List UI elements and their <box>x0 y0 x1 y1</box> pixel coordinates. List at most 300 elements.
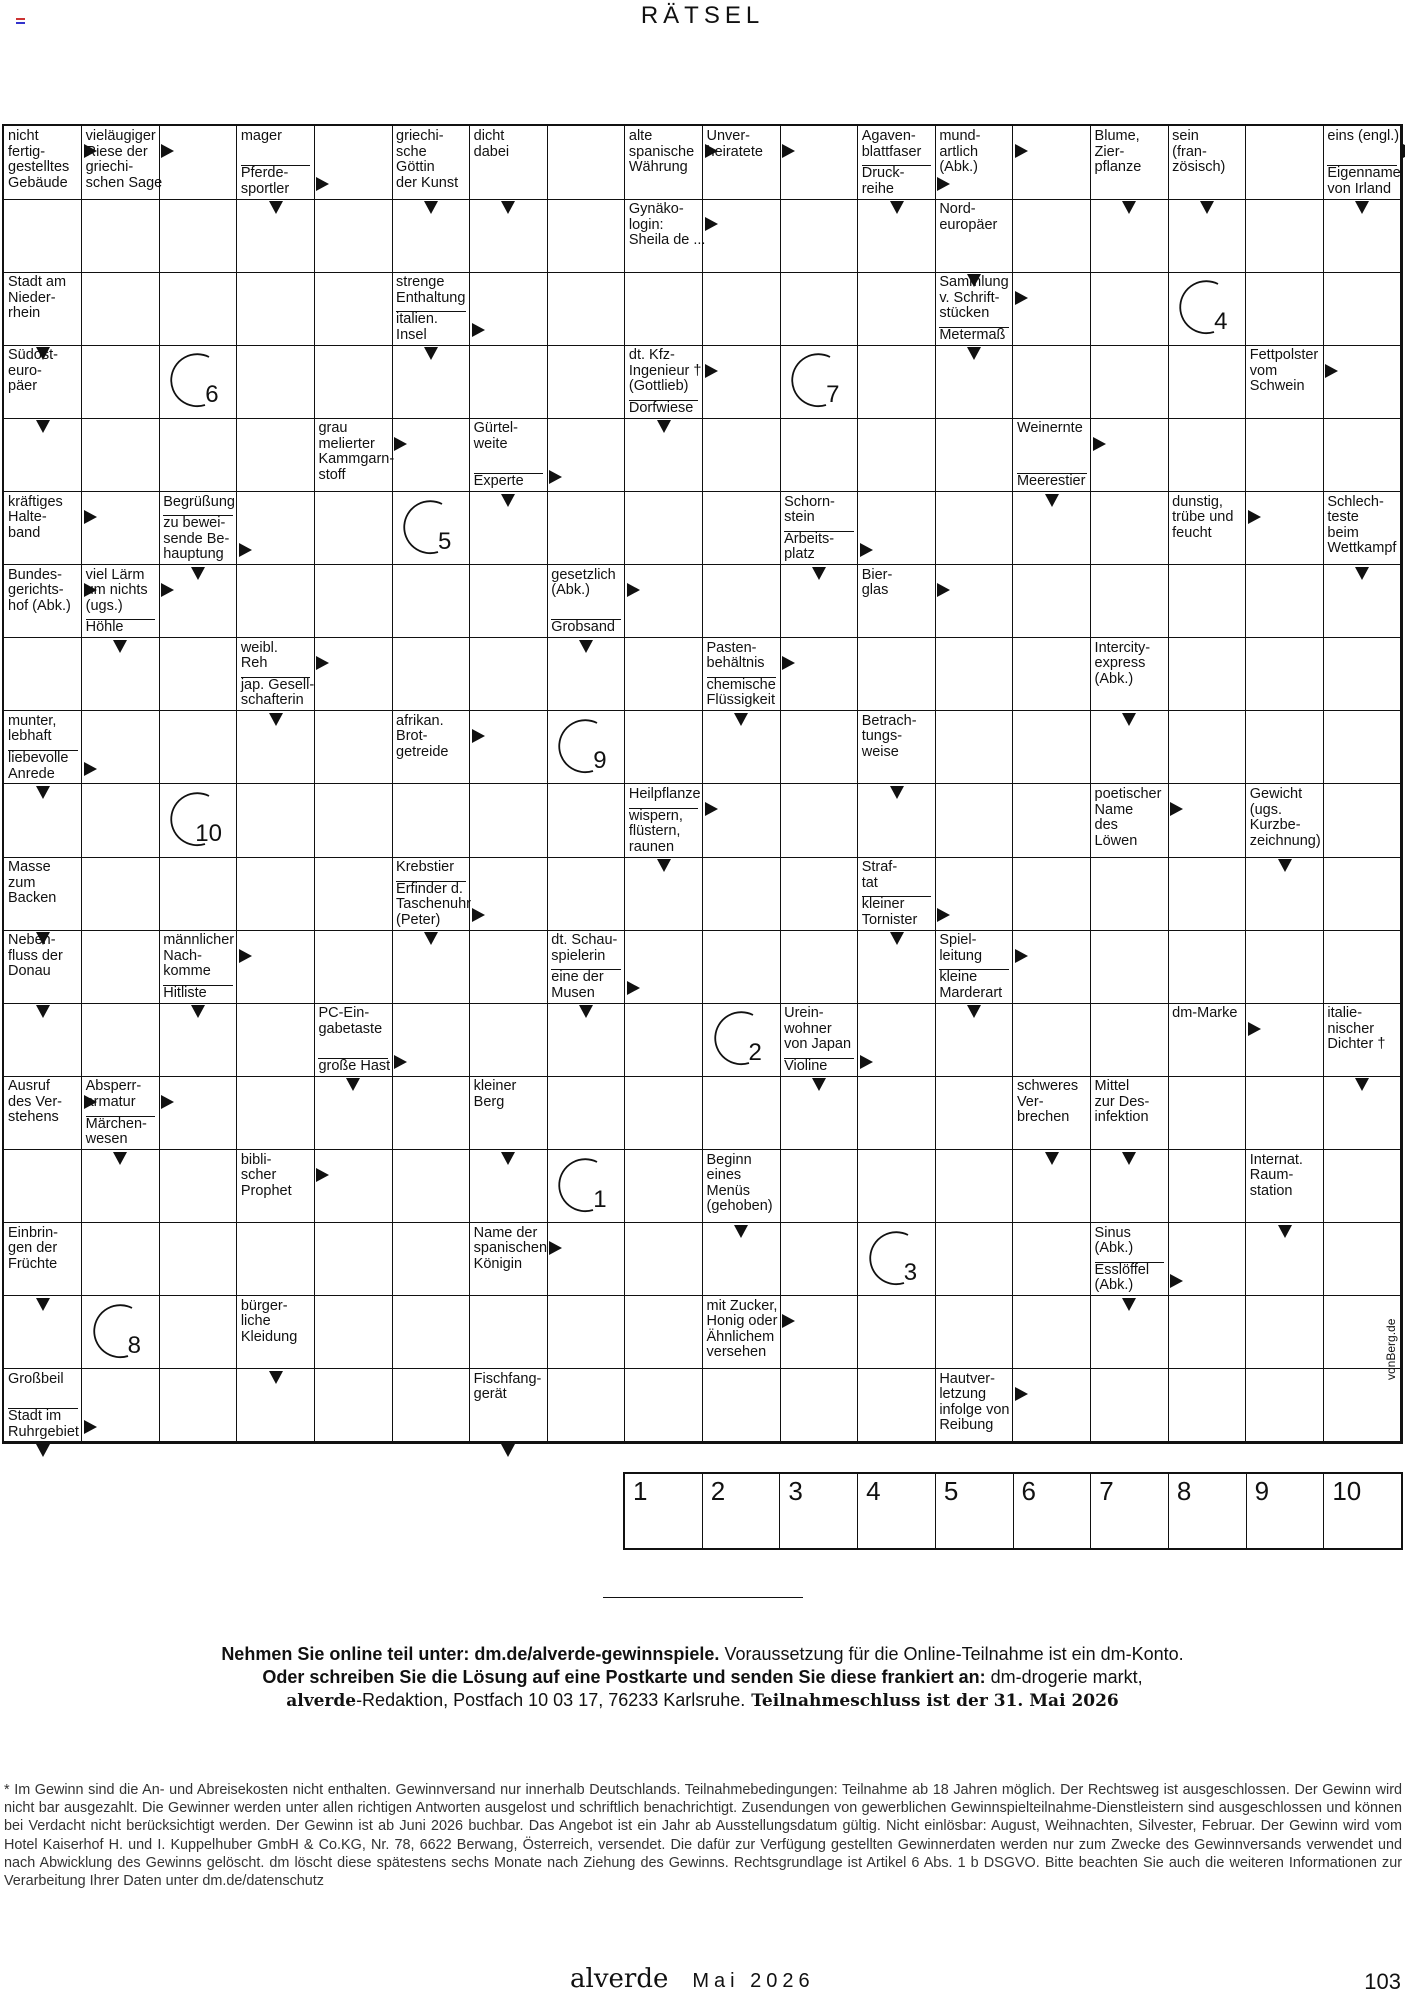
grid-cell[interactable] <box>392 1076 470 1150</box>
arrow-icon <box>191 567 205 580</box>
solution-number: 1 <box>593 1185 607 1213</box>
grid-cell[interactable] <box>4 1150 82 1224</box>
clue-text: kleiner Berg <box>473 1078 517 1110</box>
solution-box[interactable] <box>936 1474 1014 1548</box>
arrow-icon <box>1122 1298 1136 1311</box>
arrow-icon <box>113 1152 127 1165</box>
arrow-icon <box>501 201 515 214</box>
grid-cell[interactable] <box>858 1150 936 1224</box>
grid-cell[interactable] <box>314 711 392 785</box>
grid-cell[interactable] <box>1013 1223 1091 1297</box>
grid-cell[interactable] <box>82 1003 160 1077</box>
arrow-icon <box>937 583 950 597</box>
grid-cell[interactable] <box>237 345 315 419</box>
clue-text: wispern, flüstern, raunen <box>629 808 699 856</box>
grid-cell[interactable] <box>159 199 237 273</box>
grid-cell[interactable] <box>1091 565 1169 639</box>
clue-text: Begrüßung <box>163 493 235 510</box>
solution-box-number: 10 <box>1332 1476 1362 1506</box>
grid-cell[interactable] <box>547 1369 625 1443</box>
grid-cell[interactable] <box>547 857 625 931</box>
grid-cell[interactable] <box>237 1003 315 1077</box>
grid-cell[interactable] <box>82 272 160 346</box>
clue-text: mager <box>240 128 282 144</box>
grid-cell[interactable] <box>392 1223 470 1297</box>
arrow-icon <box>657 859 671 872</box>
issue-date: Mai 2026 <box>692 1970 815 1992</box>
arrow-icon <box>1170 802 1183 816</box>
page-number: 103 <box>1364 1969 1401 1994</box>
clue-text: Pferde- sportler <box>241 165 311 197</box>
grid-cell[interactable] <box>1091 272 1169 346</box>
grid-cell[interactable] <box>237 565 315 639</box>
clue-text: Intercity- express (Abk.) <box>1094 639 1151 687</box>
solution-box[interactable] <box>780 1474 858 1548</box>
grid-cell[interactable] <box>82 930 160 1004</box>
solution-box-number: 5 <box>943 1476 959 1506</box>
grid-cell[interactable] <box>1013 784 1091 858</box>
solution-circle <box>165 790 227 848</box>
clue-text: Einbrin- gen der Früchte <box>8 1224 58 1272</box>
grid-cell[interactable] <box>159 1369 237 1443</box>
clue-text: Hitliste <box>163 985 233 1002</box>
arrow-icon <box>36 1444 50 1457</box>
grid-cell[interactable] <box>1246 1003 1324 1077</box>
grid-cell[interactable] <box>1013 199 1091 273</box>
arrow-icon <box>734 1225 748 1238</box>
grid-cell[interactable] <box>392 565 470 639</box>
clue-text: bibli- scher Prophet <box>240 1151 292 1199</box>
solution-circle <box>398 498 460 556</box>
grid-cell[interactable] <box>1013 638 1091 712</box>
arrow-icon <box>812 1078 826 1091</box>
grid-cell[interactable] <box>935 711 1013 785</box>
grid-cell[interactable] <box>159 1076 237 1150</box>
grid-cell[interactable] <box>1323 784 1401 858</box>
arrow-icon <box>967 347 981 360</box>
arrow-icon <box>734 713 748 726</box>
grid-cell[interactable] <box>1168 1296 1246 1370</box>
grid-cell[interactable] <box>159 638 237 712</box>
brand-logo: alverde <box>570 1964 669 1994</box>
grid-cell[interactable] <box>780 126 858 200</box>
arrow-icon <box>1122 1152 1136 1165</box>
arrow-icon <box>890 786 904 799</box>
grid-cell[interactable] <box>625 711 703 785</box>
grid-cell[interactable] <box>237 418 315 492</box>
solution-box-number: 2 <box>710 1476 726 1506</box>
grid-cell[interactable] <box>547 1223 625 1297</box>
grid-cell[interactable] <box>82 784 160 858</box>
grid-cell[interactable] <box>1323 638 1401 712</box>
grid-cell[interactable] <box>159 1296 237 1370</box>
grid-cell[interactable] <box>82 492 160 566</box>
arrow-icon <box>472 908 485 922</box>
clue-text: Gewicht (ugs. Kurzbe- zeichnung) <box>1249 786 1321 849</box>
grid-cell[interactable] <box>1091 492 1169 566</box>
grid-cell[interactable] <box>1013 1003 1091 1077</box>
clue-text: viel Lärm um nichts (ugs.) <box>85 566 148 614</box>
grid-cell[interactable] <box>703 345 781 419</box>
grid-cell[interactable] <box>470 711 548 785</box>
crossword-grid[interactable] <box>2 124 1403 1444</box>
grid-cell[interactable] <box>314 1223 392 1297</box>
arrow-icon <box>239 543 252 557</box>
grid-cell[interactable] <box>935 418 1013 492</box>
grid-cell[interactable] <box>858 638 936 712</box>
grid-cell[interactable] <box>1323 418 1401 492</box>
solution-box[interactable] <box>858 1474 936 1548</box>
grid-cell[interactable] <box>82 1223 160 1297</box>
grid-cell[interactable] <box>1013 565 1091 639</box>
grid-cell[interactable] <box>858 1076 936 1150</box>
grid-cell[interactable] <box>703 930 781 1004</box>
grid-cell[interactable] <box>1323 711 1401 785</box>
grid-cell[interactable] <box>858 345 936 419</box>
grid-cell[interactable] <box>1013 711 1091 785</box>
arrow-icon <box>316 177 329 191</box>
grid-cell[interactable] <box>237 1076 315 1150</box>
clue-text: Erfinder d. Taschenuhr (Peter) <box>396 880 472 928</box>
arrow-icon <box>1015 291 1028 305</box>
solution-box[interactable] <box>1014 1474 1092 1548</box>
grid-cell[interactable] <box>1168 857 1246 931</box>
grid-cell[interactable] <box>237 272 315 346</box>
clue-text: Masse zum Backen <box>8 859 57 907</box>
grid-cell[interactable] <box>1323 345 1401 419</box>
clue-text: Großbeil <box>8 1370 64 1387</box>
clue-text: Krebstier <box>396 859 455 876</box>
grid-cell[interactable] <box>314 199 392 273</box>
arrow-icon <box>627 583 640 597</box>
arrow-icon <box>937 908 950 922</box>
arrow-icon <box>782 144 795 158</box>
solution-circle <box>1174 278 1236 336</box>
grid-cell[interactable] <box>625 1150 703 1224</box>
grid-cell[interactable] <box>1168 638 1246 712</box>
solution-box-number: 6 <box>1021 1476 1036 1506</box>
grid-cell[interactable] <box>314 1369 392 1443</box>
grid-cell[interactable] <box>159 1150 237 1224</box>
clue-text: Mittel zur Des- infektion <box>1094 1078 1150 1126</box>
grid-cell[interactable] <box>1168 711 1246 785</box>
solution-circle <box>165 351 227 409</box>
credit-text: vonBerg.de <box>1384 1318 1398 1380</box>
grid-cell[interactable] <box>703 492 781 566</box>
grid-cell[interactable] <box>470 784 548 858</box>
grid-cell[interactable] <box>1168 1150 1246 1224</box>
solution-box[interactable] <box>1169 1474 1247 1548</box>
clue-text: liebevolle Anrede <box>8 750 78 782</box>
grid-cell[interactable] <box>935 492 1013 566</box>
grid-cell[interactable] <box>780 711 858 785</box>
grid-cell[interactable] <box>82 857 160 931</box>
clue-text: Druck- reihe <box>862 165 932 197</box>
arrow-icon <box>316 656 329 670</box>
arrow-icon <box>657 420 671 433</box>
grid-cell[interactable] <box>780 784 858 858</box>
arrow-icon <box>1093 437 1106 451</box>
arrow-icon <box>424 347 438 360</box>
grid-cell[interactable] <box>780 272 858 346</box>
grid-cell[interactable] <box>314 638 392 712</box>
grid-cell[interactable] <box>780 638 858 712</box>
solution-box[interactable] <box>1091 1474 1169 1548</box>
grid-cell[interactable] <box>1168 930 1246 1004</box>
grid-cell[interactable] <box>780 199 858 273</box>
grid-cell[interactable] <box>470 638 548 712</box>
grid-cell[interactable] <box>1246 930 1324 1004</box>
arrow-icon <box>782 656 795 670</box>
grid-cell[interactable] <box>547 345 625 419</box>
grid-cell[interactable] <box>392 1369 470 1443</box>
grid-cell[interactable] <box>780 1369 858 1443</box>
grid-cell[interactable] <box>625 638 703 712</box>
grid-cell[interactable] <box>858 1296 936 1370</box>
arrow-icon <box>1248 1022 1261 1036</box>
grid-cell[interactable] <box>1246 199 1324 273</box>
grid-cell[interactable] <box>547 784 625 858</box>
grid-cell[interactable] <box>1246 1076 1324 1150</box>
grid-cell[interactable] <box>1091 345 1169 419</box>
grid-cell[interactable] <box>858 1369 936 1443</box>
grid-cell[interactable] <box>1246 126 1324 200</box>
arrow-icon <box>1015 144 1028 158</box>
clue-text: große Hast <box>318 1057 391 1074</box>
grid-cell[interactable] <box>1013 272 1091 346</box>
grid-cell[interactable] <box>780 1150 858 1224</box>
arrow-icon <box>705 364 718 378</box>
grid-cell[interactable] <box>780 1296 858 1370</box>
grid-cell[interactable] <box>1013 345 1091 419</box>
grid-cell[interactable] <box>625 565 703 639</box>
grid-cell[interactable] <box>547 199 625 273</box>
solution-box[interactable] <box>1324 1474 1401 1548</box>
grid-cell[interactable] <box>858 272 936 346</box>
grid-cell[interactable] <box>703 418 781 492</box>
grid-cell[interactable] <box>237 1223 315 1297</box>
grid-cell[interactable] <box>780 1223 858 1297</box>
clue-text: kräftiges Halte- band <box>8 493 63 541</box>
grid-cell[interactable] <box>470 930 548 1004</box>
clue-text: schweres Ver- brechen <box>1016 1078 1079 1126</box>
grid-cell[interactable] <box>470 1296 548 1370</box>
arrow-icon <box>1325 364 1338 378</box>
grid-cell[interactable] <box>1246 492 1324 566</box>
grid-cell[interactable] <box>159 126 237 200</box>
grid-cell[interactable] <box>1323 1150 1401 1224</box>
grid-cell[interactable] <box>314 345 392 419</box>
grid-cell[interactable] <box>625 1296 703 1370</box>
grid-cell[interactable] <box>1168 565 1246 639</box>
solution-number: 5 <box>438 527 452 555</box>
grid-cell[interactable] <box>935 1150 1013 1224</box>
grid-cell[interactable] <box>237 784 315 858</box>
solution-box[interactable] <box>703 1474 781 1548</box>
grid-cell[interactable] <box>314 857 392 931</box>
grid-cell[interactable] <box>547 126 625 200</box>
grid-cell[interactable] <box>703 784 781 858</box>
grid-cell[interactable] <box>935 565 1013 639</box>
grid-cell[interactable] <box>1168 784 1246 858</box>
clue-text: gesetzlich (Abk.) <box>551 566 616 599</box>
grid-cell[interactable] <box>1091 930 1169 1004</box>
clue-text: Sinus (Abk.) <box>1094 1224 1134 1257</box>
grid-cell[interactable] <box>935 1076 1013 1150</box>
grid-cell[interactable] <box>237 857 315 931</box>
grid-cell[interactable] <box>392 1296 470 1370</box>
clue-text: Arbeits- platz <box>784 531 854 563</box>
grid-cell[interactable] <box>1091 1369 1169 1443</box>
clue-text: Straf- tat <box>861 859 898 891</box>
grid-cell[interactable] <box>392 784 470 858</box>
grid-cell[interactable] <box>392 638 470 712</box>
grid-cell[interactable] <box>1246 272 1324 346</box>
clue-text: Ausruf des Ver- stehens <box>8 1078 62 1126</box>
arrow-icon <box>627 981 640 995</box>
grid-cell[interactable] <box>82 345 160 419</box>
grid-cell[interactable] <box>1013 1296 1091 1370</box>
grid-cell[interactable] <box>703 199 781 273</box>
clue-text: Südost- euro- päer <box>8 347 58 395</box>
arrow-icon <box>860 543 873 557</box>
grid-cell[interactable] <box>703 272 781 346</box>
grid-cell[interactable] <box>625 1003 703 1077</box>
grid-cell[interactable] <box>1091 1003 1169 1077</box>
grid-cell[interactable] <box>237 930 315 1004</box>
grid-cell[interactable] <box>625 492 703 566</box>
grid-cell[interactable] <box>858 418 936 492</box>
grid-cell[interactable] <box>780 930 858 1004</box>
arrow-icon <box>967 1005 981 1018</box>
grid-cell[interactable] <box>1246 711 1324 785</box>
grid-cell[interactable] <box>314 784 392 858</box>
grid-cell[interactable] <box>625 1223 703 1297</box>
grid-cell[interactable] <box>314 272 392 346</box>
grid-cell[interactable] <box>314 492 392 566</box>
grid-cell[interactable] <box>1246 1296 1324 1370</box>
clue-text: zu bewei- sende Be- hauptung <box>163 515 233 563</box>
grid-cell[interactable] <box>1323 272 1401 346</box>
grid-cell[interactable] <box>547 492 625 566</box>
address-line: dm-drogerie markt, <box>985 1667 1143 1687</box>
grid-cell[interactable] <box>314 1150 392 1224</box>
grid-cell[interactable] <box>703 857 781 931</box>
grid-cell[interactable] <box>1168 345 1246 419</box>
grid-cell[interactable] <box>1013 930 1091 1004</box>
grid-cell[interactable] <box>1168 1076 1246 1150</box>
grid-cell[interactable] <box>4 638 82 712</box>
grid-cell[interactable] <box>1246 638 1324 712</box>
clue-text: eine der Musen <box>551 969 621 1001</box>
grid-cell[interactable] <box>1246 565 1324 639</box>
grid-cell[interactable] <box>547 1076 625 1150</box>
grid-cell[interactable] <box>1246 1369 1324 1443</box>
grid-cell[interactable] <box>159 1223 237 1297</box>
arrow-icon <box>782 1314 795 1328</box>
grid-cell[interactable] <box>780 418 858 492</box>
grid-cell[interactable] <box>703 1076 781 1150</box>
solution-box[interactable] <box>1247 1474 1325 1548</box>
solution-boxes[interactable] <box>623 1472 1403 1550</box>
address-line-2: -Redaktion, Postfach 10 03 17, 76233 Karlsruhe. <box>356 1690 746 1710</box>
grid-cell[interactable] <box>1091 418 1169 492</box>
grid-cell[interactable] <box>470 1003 548 1077</box>
grid-cell[interactable] <box>470 565 548 639</box>
grid-cell[interactable] <box>159 272 237 346</box>
grid-cell[interactable] <box>547 1296 625 1370</box>
grid-cell[interactable] <box>935 1296 1013 1370</box>
grid-cell[interactable] <box>392 418 470 492</box>
deadline: Teilnahmeschluss ist der 31. Mai 2026 <box>745 1691 1119 1711</box>
grid-cell[interactable] <box>625 1369 703 1443</box>
grid-cell[interactable] <box>935 784 1013 858</box>
grid-cell[interactable] <box>547 272 625 346</box>
grid-cell[interactable] <box>1013 126 1091 200</box>
clue-text: Grobsand <box>551 619 621 636</box>
grid-cell[interactable] <box>159 711 237 785</box>
arrow-icon <box>394 1055 407 1069</box>
solution-box-number: 1 <box>633 1476 648 1506</box>
solution-circle <box>709 1009 771 1067</box>
grid-cell[interactable] <box>1168 1369 1246 1443</box>
clue-text: Metermaß <box>939 327 1009 344</box>
clue-text: Dorfwiese <box>629 400 699 417</box>
grid-cell[interactable] <box>935 638 1013 712</box>
grid-cell[interactable] <box>314 930 392 1004</box>
grid-cell[interactable] <box>780 857 858 931</box>
grid-cell[interactable] <box>625 272 703 346</box>
grid-cell[interactable] <box>159 857 237 931</box>
arrow-icon <box>1200 201 1214 214</box>
grid-cell[interactable] <box>1013 1369 1091 1443</box>
grid-cell[interactable] <box>392 1150 470 1224</box>
divider <box>603 1597 803 1598</box>
grid-cell[interactable] <box>1323 857 1401 931</box>
grid-cell[interactable] <box>159 418 237 492</box>
grid-cell[interactable] <box>1246 418 1324 492</box>
grid-cell[interactable] <box>1168 418 1246 492</box>
grid-cell[interactable] <box>935 1223 1013 1297</box>
grid-cell[interactable] <box>703 565 781 639</box>
arrow-icon <box>549 1241 562 1255</box>
grid-cell[interactable] <box>1323 930 1401 1004</box>
grid-cell[interactable] <box>82 199 160 273</box>
arrow-icon <box>937 177 950 191</box>
grid-cell[interactable] <box>314 1296 392 1370</box>
clue-text: munter, lebhaft <box>8 712 57 745</box>
clue-text: Fettpolster vom Schwein <box>1249 347 1319 395</box>
grid-cell[interactable] <box>1013 857 1091 931</box>
grid-cell[interactable] <box>703 1369 781 1443</box>
clue-text: Gynäko- login: Sheila de ... <box>628 201 706 249</box>
clue-text: Hautver- letzung infolge von Reibung <box>939 1370 1010 1434</box>
grid-cell[interactable] <box>625 1076 703 1150</box>
clue-text: männlicher Nach- komme <box>163 932 235 980</box>
clue-text: Meerestier <box>1016 473 1086 490</box>
clue-text: sein (fran- zösisch) <box>1172 128 1226 175</box>
grid-cell[interactable] <box>82 418 160 492</box>
solution-box[interactable] <box>625 1474 703 1548</box>
arrow-icon <box>890 201 904 214</box>
grid-cell[interactable] <box>4 199 82 273</box>
grid-cell[interactable] <box>470 345 548 419</box>
grid-cell[interactable] <box>1091 857 1169 931</box>
grid-cell[interactable] <box>314 565 392 639</box>
solution-number: 10 <box>195 820 222 847</box>
grid-cell[interactable] <box>1323 1223 1401 1297</box>
clue-text: Neben- fluss der Donau <box>8 932 63 980</box>
